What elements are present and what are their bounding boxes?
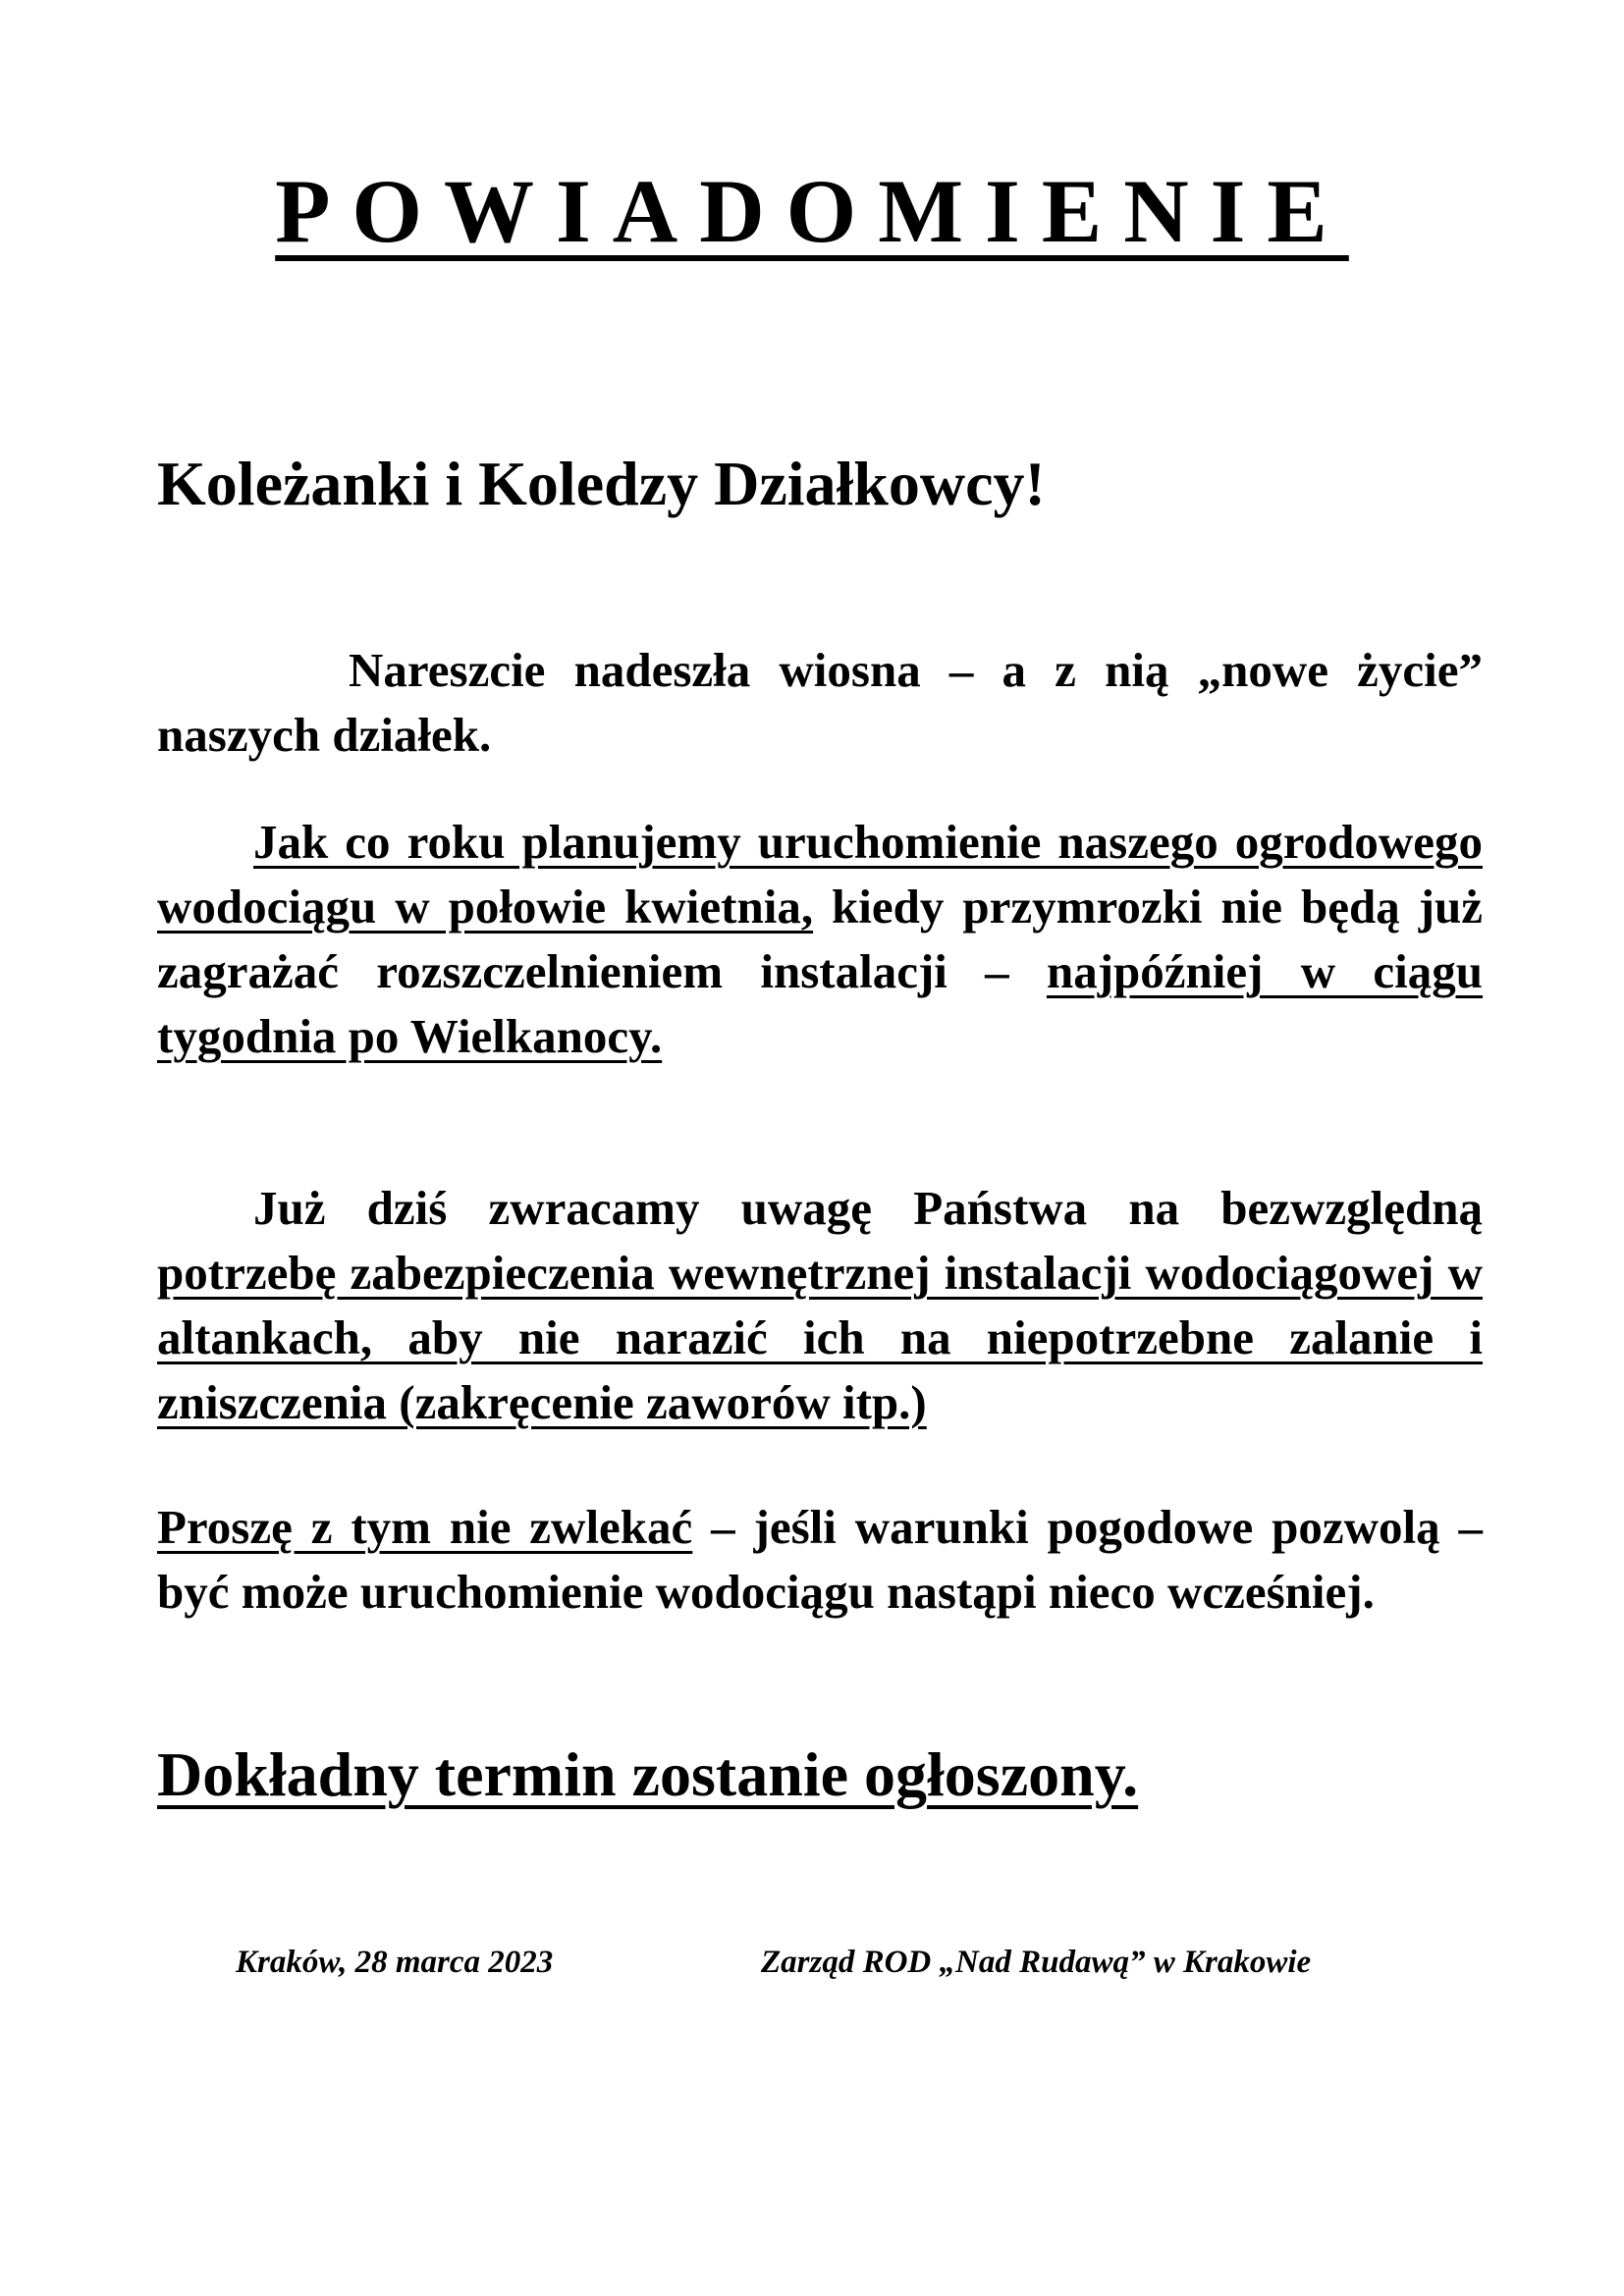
warning-underlined-text: potrzebę zabezpieczenia wewnętrznej instalacji wodociągowej w altankach, aby nie narazić ich na niepotrzebne zalanie i zniszczenia (zakręcenie zaworów itp.) [157,1246,1483,1429]
request-rest-text: – jeśli warunki pogodowe pozwolą – być może uruchomienie wodociągu nastąpi nieco wcześniej. [157,1500,1483,1619]
footer-signature: Zarząd ROD „Nad Rudawą” w Krakowie [761,1945,1312,1980]
paragraph-intro-line1: Nareszcie nadeszła wiosna – a z nią „nowe życie” [349,643,1483,697]
paragraph-request [157,1495,1483,1625]
final-notice [157,1737,1138,1813]
paragraph-intro-line2: naszych działek. [157,708,492,762]
paragraph-warning [157,1176,1483,1435]
request-underlined-text: Proszę z tym nie zwlekać [157,1500,693,1554]
title-text: POWIADOMIENIE [275,161,1349,261]
schedule-middle-text: kiedy przymrozki nie będą już zagrażać rozszczelnieniem instalacji – [157,880,1484,998]
schedule-underlined-text: Jak co roku planujemy uruchomienie naszego ogrodowego wodociągu w połowie kwietnia, [157,815,1483,934]
warning-lead-text: Już dziś zwracamy uwagę Państwa na bezwzględną [253,1181,1483,1235]
final-notice-text: Dokładny termin zostanie ogłoszony. [157,1739,1139,1809]
paragraph-intro [157,638,1483,768]
paragraph-schedule [157,810,1483,1069]
schedule-deadline-text: najpóźniej w ciągu tygodnia po Wielkanocy. [157,944,1484,1063]
greeting-heading: Koleżanki i Koledzy Działkowcy! [157,449,1046,518]
document-title [0,157,1624,265]
footer-place-date: Kraków, 28 marca 2023 [236,1945,554,1980]
